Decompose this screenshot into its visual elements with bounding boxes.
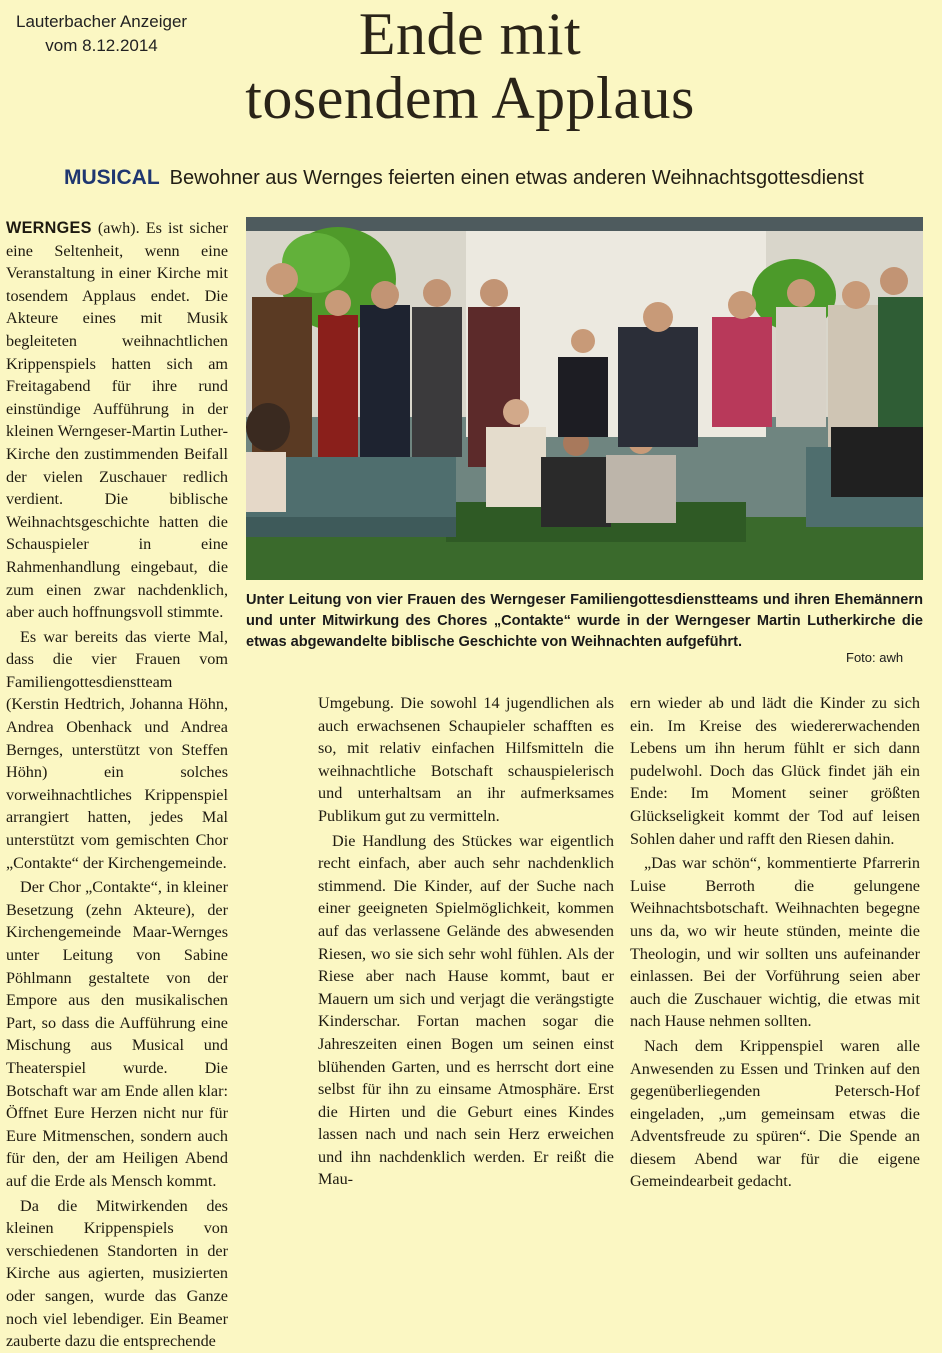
article-paragraph: Umgebung. Die sowohl 14 jugendlichen als auch erwachsenen Schaupieler schafften es so, mit relativ einfachen Hilfsmitteln die weihnachtliche Botschaft schauspielerisch und unterhaltsam an ihr aufmerksames Publikum gut zu vermitteln. [318, 694, 614, 825]
article-column-1 [6, 217, 228, 1353]
photo-credit: Foto: awh [846, 650, 904, 665]
source-name: Lauterbacher Anzeiger [16, 12, 188, 31]
photo-caption: Unter Leitung von vier Frauen des Werngeser Familiengottesdienstteams und ihren Ehemännern und unter Mitwirkung des Chores „Contakte“ wurde in der Werngeser Martin Lutherkirche die etwas abgewandelte biblische Geschichte von Weihnachten aufgeführt. [246, 592, 923, 650]
subheadline-text: Bewohner aus Wernges feierten einen etwas anderen Weihnachtsgottesdienst [169, 167, 864, 189]
headline-line-2: tosendem Applaus [245, 65, 695, 131]
headline [150, 2, 790, 130]
article-paragraph: Da die Mitwirkenden des kleinen Krippenspiels von verschiedenen Standorten in der Kirche aus agierten, musizierten oder sangen, wurde das Ganze noch viel lebendiger. Ein Beamer zauberte dazu die entsprechende [6, 1196, 228, 1351]
article-paragraph: „Das war schön“, kommentierte Pfarrerin Luise Berroth die gelungene Weihnachtsbotschaft. Weihnachten begegne uns da, wo wir heute stünden, meinte die Theologin, und wir sollten uns aufeinander einlassen. Bei der Vorführung seien aber auch die Zuschauer wichtig, die etwas mit nach Hause nehmen sollten. [630, 854, 920, 1031]
article-column-3 [630, 692, 920, 1193]
article-paragraph: Der Chor „Contakte“, in kleiner Besetzung (zehn Akteure), der Kirchengemeinde Maar-Wernges unter Leitung von Sabine Pöhlmann gestaltete von der Empore aus den musikalischen Part, so dass die Aufführung eine Mischung aus Musical und Theaterspiel wurde. Die Botschaft war am Ende allen klar: Öffnet Eure Herzen nicht nur für Eure Mitmenschen, sondern auch für den, der am Heiligen Abend auf die Erde als Mensch kommt. [6, 878, 228, 1190]
article-paragraph: WERNGES (awh). Es ist sicher eine Seltenheit, wenn eine Veranstaltung in einer Kirche mit tosendem Applaus endet. Die Akteure eines mit Musik begleiteten weihnachtlichen Krippenspiels hatten sich am Freitagabend für ihre rund einstündige Aufführung in der kleinen Werngeser-Martin Luther-Kirche den zustimmenden Beifall der vielen Zuschauer redlich verdient. Die biblische Weihnachtsgeschichte hatten die Schauspieler in eine Rahmenhandlung eingebaut, die zum einen zwar nachdenklich, aber auch hoffnungsvoll stimmte. [6, 219, 228, 622]
headline-line-1: Ende mit [358, 1, 582, 67]
source-date: vom 8.12.2014 [45, 36, 158, 55]
article-paragraph: Es war bereits das vierte Mal, dass die vier Frauen vom Familiengottesdienstteam (Kerstin Hedtrich, Johanna Höhn, Andrea Obenhack und Andrea Bernges, unterstützt von Steffen Höhn) ein solches vorweihnachtliches Krippenspiel arrangiert hatten, jedes Mal unterstützt vom gemischten Chor „Contakte“ der Kirchengemeinde. [6, 627, 228, 872]
article-paragraph: ern wieder ab und lädt die Kinder zu sich ein. Im Kreise des wiedererwachenden Lebens um ihn herum fühlt er sich dann pudelwohl. Doch das Glück findet jäh ein Ende: Im Moment seiner größten Glückseligkeit kommt der Tod auf leisen Sohlen daher und rafft den Riesen dahin. [630, 694, 920, 848]
article-column-2 [318, 692, 614, 1191]
audience-head [246, 403, 290, 451]
article-photo [246, 217, 923, 580]
subheadline [64, 166, 864, 190]
section-kicker: MUSICAL [64, 166, 160, 189]
article-paragraph: Nach dem Krippenspiel waren alle Anwesenden zu Essen und Trinken auf den gegenüberliegenden Petersch-Hof eingeladen, „um gemeinsam etwas die Adventsfreude zu spüren“. Die Spende an diesem Abend war für die eigene Gemeindearbeit gedacht. [630, 1036, 920, 1191]
dateline: WERNGES [6, 219, 92, 237]
audience-photographer [831, 427, 923, 497]
photo-illustration [246, 217, 923, 580]
article-paragraph: Die Handlung des Stückes war eigentlich recht einfach, aber auch sehr nachdenklich stimmend. Die Kinder, auf der Suche nach einer geeigneten Spielmöglichkeit, kommen auf das verlassene Gelände des abwesenden Riesen, wo sie sich sehr wohl fühlen. Als der Riese aber nach Hause kommt, baut er Mauern um sich und verjagt die verängstigte Kinderschar. Fortan machen sogar die Jahreszeiten einen Bogen um seinen einst blühenden Garten, und es herrscht dort eine selbst für ihn zu einsame Atmosphäre. Erst die Hirten und die Geburt eines Kindes lassen nach und nach sein Herz erweichen und ihn nachdenklich werden. Er reißt die Mau- [318, 831, 614, 1189]
